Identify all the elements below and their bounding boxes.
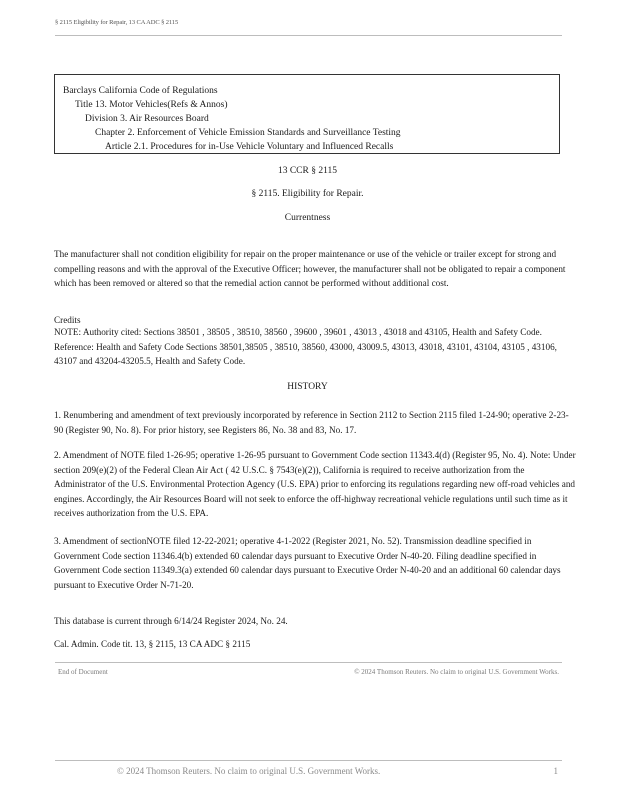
end-of-document-label: End of Document — [58, 668, 108, 676]
currentness-link[interactable]: Currentness — [284, 213, 331, 223]
title-heading: Title 13. Motor Vehicles(Refs & Annos) — [75, 100, 228, 110]
section-citation: 13 CCR § 2115 — [277, 166, 338, 176]
regulation-body-text: The manufacturer shall not condition eligibility for repair on the proper maintenance or use of the vehicle or trailer except for strong and compelling reasons and with the approval of the Executive Officer; however, the manufacturer shall not be obligated to repair a component which has been removed or altered so that the remedial action cannot be performed without additional cost. — [54, 249, 566, 289]
end-of-document-copyright: © 2024 Thomson Reuters. No claim to original U.S. Government Works. — [354, 668, 559, 676]
credits-heading: Credits — [54, 315, 81, 325]
history-item: 3. Amendment of sectionNOTE filed 12-22-2021; operative 4-1-2022 (Register 2021, No. 52). Transmission deadline specified in Government Code section 11346.4(b) extended 60 calendar days pursuant to Executive Order N-40-20. Filing deadline specified in Government Code section 11349.3(a) extended 60 calendar days pursuant to Executive Order N-40-20 and an additional 60 calendar days pursuant to Executive Order N-71-20. — [54, 536, 561, 590]
history-item: 1. Renumbering and amendment of text previously incorporated by reference in Section 2112 to Section 2115 filed 1-24-90; operative 2-23-90 (Register 90, No. 8). For prior history, see Registers 86, No. 38 and 83, No. 17. — [54, 410, 569, 435]
citation-hierarchy-box — [54, 74, 560, 154]
division-heading: Division 3. Air Resources Board — [85, 114, 209, 124]
page-footer-divider — [55, 760, 562, 761]
article-heading: Article 2.1. Procedures for in-Use Vehicle Voluntary and Influenced Recalls — [105, 142, 394, 152]
history-item: 2. Amendment of NOTE filed 1-26-95; operative 1-26-95 pursuant to Government Code section 11343.4(d) (Register 95, No. 4). Note: Under section 209(e)(2) of the Federal Clean Air Act ( 42 U.S.C. § 7543(e)(2)), California is required to receive authorization from the Administrator of the U.S. Environmental Protection Agency (U.S. EPA) prior to enforcing its regulations regarding new off-road vehicles and engines. Accordingly, the Air Resources Board will not seek to enforce the off-highway recreational vehicle regulations until such time as it receives authorization from the U.S. EPA. — [54, 450, 576, 519]
page-number: 1 — [553, 766, 558, 776]
currency-note: This database is current through 6/14/24 Register 2024, No. 24. — [54, 616, 288, 626]
page-footer-copyright: © 2024 Thomson Reuters. No claim to original U.S. Government Works. — [117, 766, 381, 776]
history-heading: HISTORY — [287, 382, 328, 392]
short-citation: Cal. Admin. Code tit. 13, § 2115, 13 CA ADC § 2115 — [54, 639, 251, 649]
chapter-heading: Chapter 2. Enforcement of Vehicle Emission Standards and Surveillance Testing — [95, 128, 401, 138]
section-title: § 2115. Eligibility for Repair. — [251, 189, 364, 199]
code-name: Barclays California Code of Regulations — [63, 86, 218, 96]
credits-note: NOTE: Authority cited: Sections 38501 , 38505 , 38510, 38560 , 39600 , 39601 , 43013 , 43018 and 43105, Health and Safety Code. Reference: Health and Safety Code Sections 38501,38505 , 38510, 38560, 43000, 43009.5, 43013, 43018, 43101, 43104, 43105 , 43106, 43107 and 43204-43205.5, Health and Safety Code. — [54, 327, 557, 367]
header-divider — [55, 35, 562, 36]
end-of-document-divider — [55, 662, 562, 663]
running-header: § 2115 Eligibility for Repair, 13 CA ADC § 2115 — [55, 19, 179, 26]
